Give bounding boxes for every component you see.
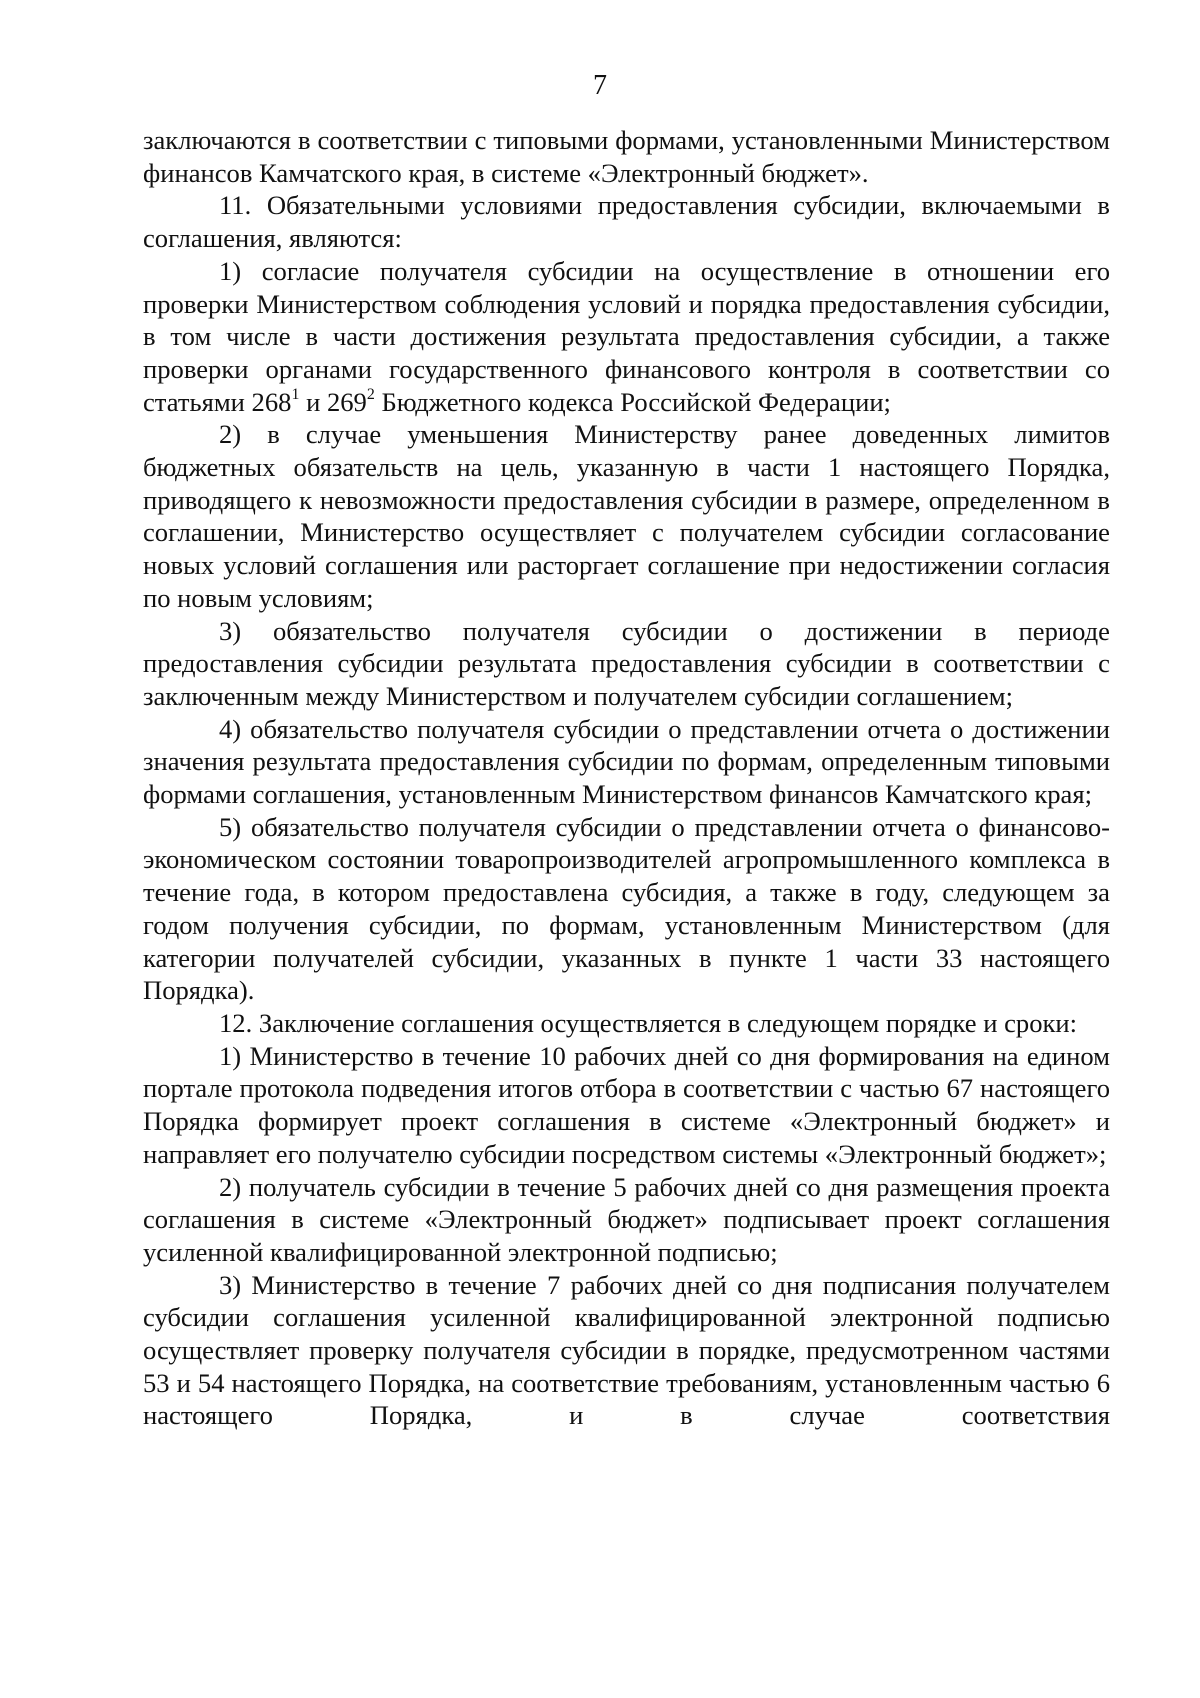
paragraph-item-11-5: 5) обязательство получателя субсидии о представлении отчета о финансово-экономическом состоянии товаропроизводителей агропромышленного комплекса в течение года, в котором предоставлена субсидия, а также в году, следующем за годом получения субсидии, по формам, установленным Министерством (для категории получателей субсидии, указанных в пункте 1 части 33 настоящего Порядка).: [143, 811, 1110, 1006]
paragraph-item-11-1: [143, 255, 1110, 419]
superscript-article-268: 1: [291, 385, 300, 403]
paragraph-item-11-1-text-end: Бюджетного кодекса Российской Федерации;: [374, 386, 891, 417]
paragraph-item-11: 11. Обязательными условиями предоставления субсидии, включаемыми в соглашения, являются:: [143, 190, 1110, 254]
superscript-article-269: 2: [366, 385, 375, 403]
paragraph-item-12: 12. Заключение соглашения осуществляется в следующем порядке и сроки:: [219, 1007, 1078, 1038]
document-body: [143, 124, 1110, 1432]
paragraph-item-12-2: 2) получатель субсидии в течение 5 рабочих дней со дня размещения проекта соглашения в системе «Электронный бюджет» подписывает проект соглашения усиленной квалифицированной электронной подписью;: [143, 1171, 1110, 1267]
paragraph-item-12-1: 1) Министерство в течение 10 рабочих дней со дня формирования на едином портале протокола подведения итогов отбора в соответствии с частью 67 настоящего Порядка формирует проект соглашения в системе «Электронный бюджет» и направляет его получателю субсидии посредством системы «Электронный бюджет»;: [143, 1040, 1110, 1169]
paragraph-item-11-1-text-start: 1) согласие получателя субсидии на осуществление в отношении его проверки Министерством соблюдения условий и порядка предоставления субсидии, в том числе в части достижения результата предоставления субсидии, а также проверки органами государственного финансового контроля в соответствии со статьями 268: [143, 255, 1110, 417]
paragraph-item-11-2: 2) в случае уменьшения Министерству ранее доведенных лимитов бюджетных обязательств на цель, указанную в части 1 настоящего Порядка, приводящего к невозможности предоставления субсидии в размере, определенном в соглашении, Министерство осуществляет с получателем субсидии согласование новых условий соглашения или расторгает соглашение при недостижении согласия по новым условиям;: [143, 419, 1110, 613]
paragraph-item-11-3: 3) обязательство получателя субсидии о достижении в периоде предоставления субсидии результата предоставления субсидии в соответствии с заключенным между Министерством и получателем субсидии соглашением;: [143, 615, 1110, 711]
page-number: 7: [593, 70, 607, 101]
paragraph-continuation: заключаются в соответствии с типовыми формами, установленными Министерством финансов Камчатского края, в системе «Электронный бюджет».: [143, 125, 1110, 188]
paragraph-item-12-3: 3) Министерство в течение 7 рабочих дней со дня подписания получателем субсидии соглашения усиленной квалифицированной электронной подписью осуществляет проверку получателя субсидии в порядке, предусмотренном частями 53 и 54 настоящего Порядка, на соответствие требованиям, установленным частью 6 настоящего Порядка, и в случае соответствия: [143, 1269, 1110, 1431]
paragraph-item-11-4: 4) обязательство получателя субсидии о представлении отчета о достижении значения результата предоставления субсидии по формам, определенным типовыми формами соглашения, установленным Министерством финансов Камчатского края;: [143, 713, 1110, 810]
paragraph-item-11-1-text-middle: и 269: [299, 386, 367, 417]
